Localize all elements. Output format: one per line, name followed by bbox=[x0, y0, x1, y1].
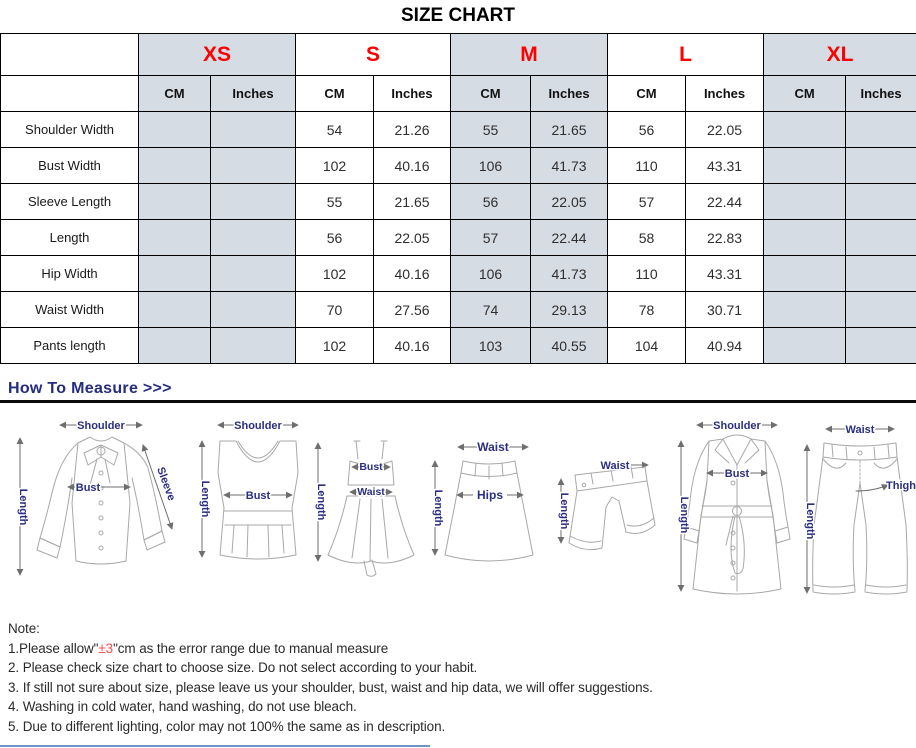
value-cell: 54 bbox=[296, 112, 374, 148]
value-cell bbox=[764, 328, 846, 364]
unit-header-cm: CM bbox=[608, 76, 686, 112]
value-cell: 110 bbox=[608, 256, 686, 292]
unit-header-cm: CM bbox=[296, 76, 374, 112]
value-cell bbox=[846, 256, 916, 292]
measure-label-hips: Hips bbox=[476, 488, 504, 502]
value-cell: 102 bbox=[296, 148, 374, 184]
measure-label-bust: Bust bbox=[724, 468, 750, 480]
value-cell bbox=[764, 148, 846, 184]
value-cell: 110 bbox=[608, 148, 686, 184]
measure-label-shoulder: Shoulder bbox=[234, 420, 282, 432]
value-cell: 27.56 bbox=[374, 292, 451, 328]
note-line-5: 5. Due to different lighting, color may not 100% the same as in description. bbox=[8, 718, 446, 734]
value-cell: 22.05 bbox=[686, 112, 764, 148]
measure-label-length: Length bbox=[804, 502, 816, 540]
value-cell: 22.44 bbox=[686, 184, 764, 220]
value-cell: 22.05 bbox=[374, 220, 451, 256]
value-cell: 57 bbox=[451, 220, 531, 256]
unit-header-inches: Inches bbox=[211, 76, 296, 112]
value-cell: 78 bbox=[608, 292, 686, 328]
size-header-row bbox=[1, 34, 916, 76]
value-cell bbox=[764, 292, 846, 328]
measure-label-length: Length bbox=[17, 488, 29, 526]
row-label: Length bbox=[1, 220, 139, 256]
bottom-divider bbox=[0, 745, 430, 747]
value-cell bbox=[846, 220, 916, 256]
bow bbox=[84, 445, 118, 485]
value-cell: 41.73 bbox=[531, 148, 608, 184]
value-cell bbox=[139, 220, 211, 256]
value-cell bbox=[211, 112, 296, 148]
measure-label-bust: Bust bbox=[75, 482, 101, 494]
value-cell: 104 bbox=[608, 328, 686, 364]
value-cell bbox=[211, 256, 296, 292]
unit-header-inches: Inches bbox=[686, 76, 764, 112]
corner-cell bbox=[1, 34, 139, 76]
table-row bbox=[1, 184, 916, 220]
value-cell: 40.16 bbox=[374, 256, 451, 292]
row-label: Pants length bbox=[1, 328, 139, 364]
measure-label-thigh: Thigh bbox=[886, 480, 916, 492]
figure-tank-top bbox=[199, 420, 298, 559]
value-cell bbox=[764, 256, 846, 292]
measure-label-bust: Bust bbox=[245, 490, 271, 502]
value-cell bbox=[764, 184, 846, 220]
value-cell: 56 bbox=[451, 184, 531, 220]
size-header-xs: XS bbox=[139, 34, 296, 76]
page-title: SIZE CHART bbox=[401, 5, 515, 26]
value-cell: 70 bbox=[296, 292, 374, 328]
table-row bbox=[1, 256, 916, 292]
value-cell bbox=[846, 292, 916, 328]
measure-label-length: Length bbox=[432, 489, 444, 527]
value-cell bbox=[764, 112, 846, 148]
figure-coat bbox=[678, 420, 790, 594]
measure-label-waist: Waist bbox=[845, 424, 875, 436]
figure-skirt bbox=[432, 440, 533, 561]
row-label: Sleeve Length bbox=[1, 184, 139, 220]
unit-header-cm: CM bbox=[764, 76, 846, 112]
figure-shorts bbox=[558, 460, 655, 550]
size-header-xl: XL bbox=[764, 34, 916, 76]
measure-label-sleeve: Sleeve bbox=[154, 465, 178, 503]
measure-label-waist: Waist bbox=[477, 440, 509, 454]
row-label: Bust Width bbox=[1, 148, 139, 184]
note-1-prefix: 1.Please allow" bbox=[8, 640, 99, 656]
unit-header-inches: Inches bbox=[374, 76, 451, 112]
unit-header-inches: Inches bbox=[531, 76, 608, 112]
value-cell: 22.05 bbox=[531, 184, 608, 220]
value-cell: 40.55 bbox=[531, 328, 608, 364]
measure-label-length: Length bbox=[199, 480, 211, 518]
measure-label-length: Length bbox=[678, 496, 690, 534]
table-row bbox=[1, 328, 916, 364]
note-1-suffix: "cm as the error range due to manual measure bbox=[113, 640, 389, 656]
value-cell bbox=[139, 292, 211, 328]
note-line-4: 4. Washing in cold water, hand washing, do not use bleach. bbox=[8, 699, 357, 714]
value-cell: 74 bbox=[451, 292, 531, 328]
measure-label-length: Length bbox=[558, 492, 570, 530]
value-cell: 55 bbox=[451, 112, 531, 148]
size-header-s: S bbox=[296, 34, 451, 76]
row-label: Waist Width bbox=[1, 292, 139, 328]
value-cell bbox=[846, 112, 916, 148]
measure-label-waist: Waist bbox=[600, 460, 630, 472]
value-cell: 106 bbox=[451, 148, 531, 184]
note-line-3: 3. If still not sure about size, please leave us your shoulder, bust, waist and hip data, we will offer suggestions. bbox=[8, 679, 653, 695]
measure-label-length: Length bbox=[315, 483, 327, 521]
size-header-m: M bbox=[451, 34, 608, 76]
value-cell: 43.31 bbox=[686, 256, 764, 292]
value-cell: 40.16 bbox=[374, 148, 451, 184]
value-cell bbox=[211, 184, 296, 220]
value-cell: 21.26 bbox=[374, 112, 451, 148]
notes-heading: Note: bbox=[8, 621, 40, 636]
value-cell bbox=[211, 328, 296, 364]
value-cell: 102 bbox=[296, 256, 374, 292]
value-cell: 102 bbox=[296, 328, 374, 364]
table-row bbox=[1, 112, 916, 148]
value-cell: 55 bbox=[296, 184, 374, 220]
value-cell bbox=[211, 292, 296, 328]
figure-slip-dress bbox=[315, 441, 414, 576]
corner-cell-2 bbox=[1, 76, 139, 112]
figure-blouse bbox=[17, 420, 177, 575]
measure-label-waist: Waist bbox=[357, 486, 385, 498]
note-line-2: 2. Please check size chart to choose size. Do not select according to your habit. bbox=[8, 660, 478, 675]
measure-label-bust: Bust bbox=[359, 461, 383, 473]
value-cell bbox=[139, 148, 211, 184]
value-cell: 41.73 bbox=[531, 256, 608, 292]
size-chart-table bbox=[0, 33, 916, 364]
unit-header-cm: CM bbox=[451, 76, 531, 112]
table-row bbox=[1, 220, 916, 256]
value-cell: 40.94 bbox=[686, 328, 764, 364]
size-header-l: L bbox=[608, 34, 764, 76]
value-cell: 43.31 bbox=[686, 148, 764, 184]
value-cell: 103 bbox=[451, 328, 531, 364]
note-line-1 bbox=[8, 639, 916, 659]
how-to-measure-heading: How To Measure >>> bbox=[8, 380, 172, 397]
unit-header-row bbox=[1, 76, 916, 112]
value-cell bbox=[846, 328, 916, 364]
value-cell: 106 bbox=[451, 256, 531, 292]
value-cell bbox=[139, 184, 211, 220]
value-cell: 22.44 bbox=[531, 220, 608, 256]
value-cell bbox=[764, 220, 846, 256]
value-cell bbox=[846, 184, 916, 220]
value-cell: 21.65 bbox=[531, 112, 608, 148]
value-cell: 57 bbox=[608, 184, 686, 220]
value-cell: 40.16 bbox=[374, 328, 451, 364]
value-cell: 58 bbox=[608, 220, 686, 256]
unit-header-cm: CM bbox=[139, 76, 211, 112]
value-cell: 21.65 bbox=[374, 184, 451, 220]
notes-section bbox=[0, 611, 916, 736]
value-cell: 29.13 bbox=[531, 292, 608, 328]
table-row bbox=[1, 148, 916, 184]
value-cell bbox=[139, 256, 211, 292]
value-cell bbox=[846, 148, 916, 184]
value-cell bbox=[139, 112, 211, 148]
row-label: Shoulder Width bbox=[1, 112, 139, 148]
measure-label-shoulder: Shoulder bbox=[713, 420, 761, 432]
value-cell: 56 bbox=[608, 112, 686, 148]
table-row bbox=[1, 292, 916, 328]
unit-header-inches: Inches bbox=[846, 76, 916, 112]
row-label: Hip Width bbox=[1, 256, 139, 292]
note-1-tolerance: ±3 bbox=[98, 640, 114, 656]
value-cell: 30.71 bbox=[686, 292, 764, 328]
value-cell: 56 bbox=[296, 220, 374, 256]
value-cell bbox=[211, 148, 296, 184]
value-cell bbox=[139, 328, 211, 364]
measure-label-shoulder: Shoulder bbox=[77, 420, 125, 432]
value-cell: 22.83 bbox=[686, 220, 764, 256]
measure-figures bbox=[0, 403, 916, 611]
value-cell bbox=[211, 220, 296, 256]
figure-jeans bbox=[804, 424, 916, 594]
